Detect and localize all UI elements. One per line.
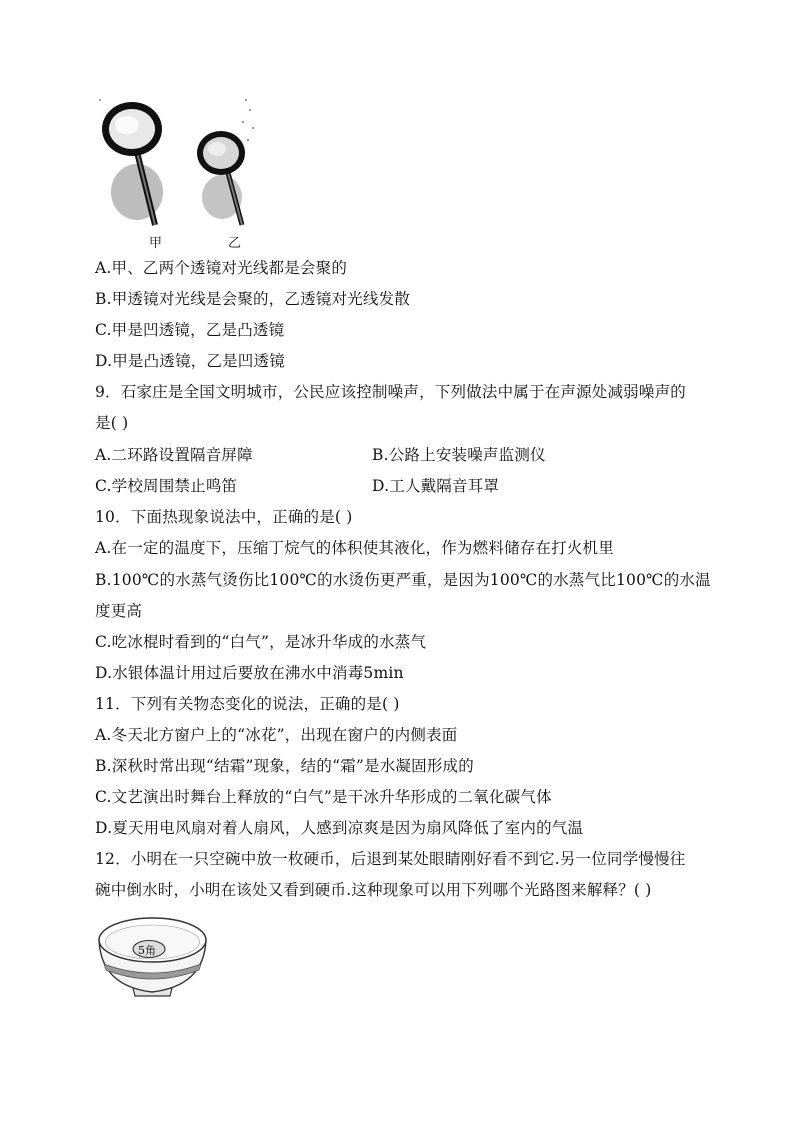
- label-jia: 甲: [149, 236, 163, 251]
- q9-option-b: B.公路上安装噪声监测仪: [372, 446, 546, 464]
- q10-option-d: D.水银体温计用过后要放在沸水中消毒5min: [95, 664, 404, 682]
- q10-option-b: B.100℃的水蒸气烫伤比100℃的水烫伤更严重，是因为100℃的水蒸气比100℃的水温: [95, 571, 711, 589]
- q12-stem-line1: 12．小明在一只空碗中放一枚硬币，后退到某处眼睛刚好看不到它.另一位同学慢慢往: [95, 850, 686, 868]
- q8-option-d: D.甲是凸透镜，乙是凹透镜: [95, 352, 285, 370]
- lens-magnifiers-icon: [97, 97, 257, 227]
- q9-option-c: C.学校周围禁止鸣笛: [95, 477, 238, 495]
- q9-stem-line1: 9．石家庄是全国文明城市，公民应该控制噪声，下列做法中属于在声源处减弱噪声的: [95, 383, 686, 401]
- q9-option-d: D.工人戴隔音耳罩: [372, 477, 500, 495]
- lens-figure: [97, 97, 257, 251]
- q8-option-c: C.甲是凹透镜，乙是凸透镜: [95, 321, 285, 339]
- q9-stem-line2: 是( ): [95, 414, 129, 432]
- q8-option-b: B.甲透镜对光线是会聚的，乙透镜对光线发散: [95, 290, 411, 308]
- q10-stem: 10．下面热现象说法中，正确的是( ): [95, 508, 353, 526]
- q11-stem: 11．下列有关物态变化的说法，正确的是( ): [95, 695, 400, 713]
- q11-option-d: D.夏天用电风扇对着人扇风，人感到凉爽是因为扇风降低了室内的气温: [95, 819, 584, 837]
- q10-option-a: A.在一定的温度下，压缩丁烷气的体积使其液化，作为燃料储存在打火机里: [95, 539, 614, 557]
- q10-option-c: C.吃冰棍时看到的“白气”，是冰升华成的水蒸气: [95, 633, 427, 651]
- q8-option-a: A.甲、乙两个透镜对光线都是会聚的: [95, 259, 348, 277]
- q12-stem-line2: 碗中倒水时，小明在该处又看到硬币.这种现象可以用下列哪个光路图来解释？( ): [95, 881, 652, 899]
- q11-option-a: A.冬天北方窗户上的“冰花”，出现在窗户的内侧表面: [95, 726, 458, 744]
- q10-option-b-cont: 度更高: [95, 602, 143, 620]
- q11-option-c: C.文艺演出时舞台上释放的“白气”是干冰升华形成的二氧化碳气体: [95, 788, 552, 806]
- q11-option-b: B.深秋时常出现“结霜”现象，结的“霜”是水凝固形成的: [95, 757, 474, 775]
- label-yi: 乙: [228, 236, 242, 251]
- q9-option-a: A.二环路设置隔音屏障: [95, 446, 253, 464]
- bowl-figure: [95, 912, 210, 1000]
- coin-label: 5角: [138, 944, 156, 957]
